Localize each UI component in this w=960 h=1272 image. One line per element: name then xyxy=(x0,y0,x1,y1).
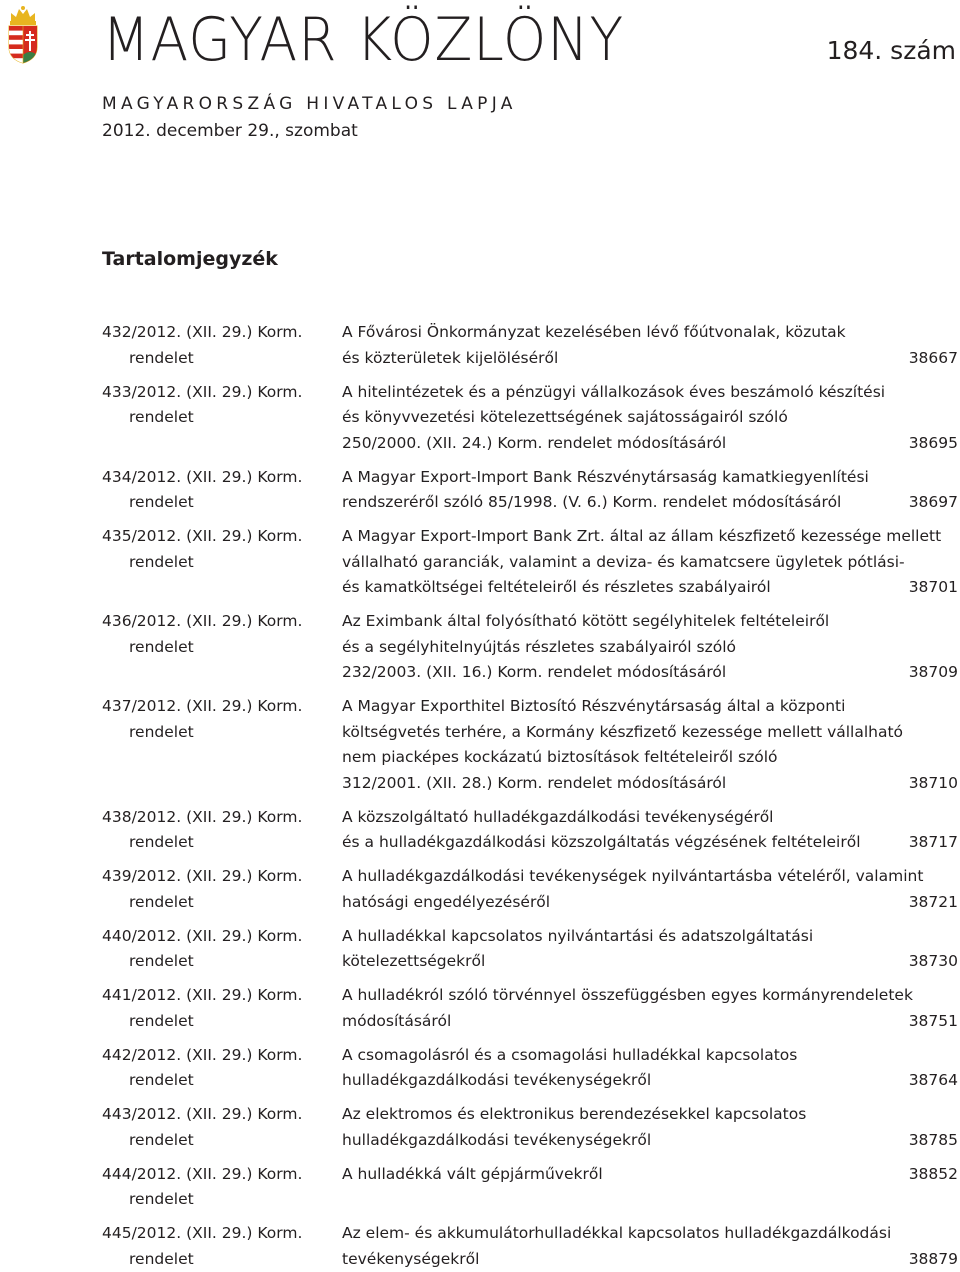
toc-entry-title-line: 312/2001. (XII. 28.) Korm. rendelet módosításáról xyxy=(342,771,958,797)
toc-entry[interactable] xyxy=(102,320,958,371)
page-number: 38697 xyxy=(909,490,958,516)
toc-entry-title xyxy=(342,1102,958,1153)
toc-entry-title-line: és a segélyhitelnyújtás részletes szabályairól szóló xyxy=(342,635,958,661)
newspaper-subtitle: MAGYARORSZÁG HIVATALOS LAPJA xyxy=(102,93,517,115)
page-number: 38701 xyxy=(909,575,958,601)
toc-entry-title-line: A Magyar Export-Import Bank Zrt. által az állam készfizető kezessége mellett xyxy=(342,524,958,550)
toc-entry[interactable] xyxy=(102,983,958,1034)
page-number: 38751 xyxy=(909,1009,958,1035)
toc-entry-title-line: módosításáról xyxy=(342,1009,958,1035)
regulation-kind: rendelet xyxy=(102,490,302,516)
toc-entry-title-line: tevékenységekről xyxy=(342,1247,958,1272)
toc-entry-number xyxy=(102,1043,302,1094)
regulation-kind: rendelet xyxy=(102,949,302,975)
toc-entry-title-line: A hulladékgazdálkodási tevékenységek nyilvántartásba vételéről, valamint xyxy=(342,864,958,890)
toc-entry-number xyxy=(102,1162,302,1213)
toc-entry-title-line: A közszolgáltató hulladékgazdálkodási tevékenységéről xyxy=(342,805,958,831)
regulation-kind: rendelet xyxy=(102,1187,302,1213)
toc-entry-title-line: és a hulladékgazdálkodási közszolgáltatás végzésének feltételeiről xyxy=(342,830,958,856)
toc-entry-number xyxy=(102,380,302,431)
toc-entry-title xyxy=(342,320,958,371)
toc-entry-title-line: hulladékgazdálkodási tevékenységekről xyxy=(342,1128,958,1154)
page-number: 38764 xyxy=(909,1068,958,1094)
page-number: 38695 xyxy=(909,431,958,457)
toc-entry-title-line: A hulladékról szóló törvénnyel összefüggésben egyes kormányrendeletek xyxy=(342,983,958,1009)
toc-entry-title xyxy=(342,805,958,856)
toc-entry-title-line: A hulladékkal kapcsolatos nyilvántartási és adatszolgáltatási xyxy=(342,924,958,950)
toc-entry-number xyxy=(102,465,302,516)
regulation-kind: rendelet xyxy=(102,1128,302,1154)
toc-entry[interactable] xyxy=(102,524,958,601)
regulation-kind: rendelet xyxy=(102,1009,302,1035)
page-number: 38667 xyxy=(909,346,958,372)
toc-entry[interactable] xyxy=(102,609,958,686)
regulation-kind: rendelet xyxy=(102,346,302,372)
regulation-kind: rendelet xyxy=(102,405,302,431)
regulation-number: 437/2012. (XII. 29.) Korm. xyxy=(102,694,302,720)
toc-entry[interactable] xyxy=(102,380,958,457)
toc-entry-title xyxy=(342,983,958,1034)
toc-entry-title-line: kötelezettségekről xyxy=(342,949,958,975)
page-number: 38852 xyxy=(909,1162,958,1188)
regulation-kind: rendelet xyxy=(102,1247,302,1272)
publication-date: 2012. december 29., szombat xyxy=(102,120,358,142)
toc-entry[interactable] xyxy=(102,465,958,516)
toc-entry-title xyxy=(342,380,958,457)
regulation-kind: rendelet xyxy=(102,830,302,856)
regulation-kind: rendelet xyxy=(102,635,302,661)
toc-entry-title-line: és kamatköltségei feltételeiről és részletes szabályairól xyxy=(342,575,958,601)
newspaper-title: MAGYAR KÖZLÖNY xyxy=(102,2,624,78)
regulation-number: 443/2012. (XII. 29.) Korm. xyxy=(102,1102,302,1128)
toc-entry[interactable] xyxy=(102,1043,958,1094)
toc-entry-title-line: A csomagolásról és a csomagolási hulladékkal kapcsolatos xyxy=(342,1043,958,1069)
regulation-number: 444/2012. (XII. 29.) Korm. xyxy=(102,1162,302,1188)
page-number: 38710 xyxy=(909,771,958,797)
regulation-kind: rendelet xyxy=(102,890,302,916)
toc-entry-title-line: A Magyar Export-Import Bank Részvénytársaság kamatkiegyenlítési xyxy=(342,465,958,491)
regulation-number: 438/2012. (XII. 29.) Korm. xyxy=(102,805,302,831)
toc-entry-title xyxy=(342,924,958,975)
toc-entry[interactable] xyxy=(102,805,958,856)
toc-entry[interactable] xyxy=(102,1221,958,1272)
toc-entry-title-line: és könyvvezetési kötelezettségének sajátosságairól szóló xyxy=(342,405,958,431)
toc-entry[interactable] xyxy=(102,1162,958,1213)
toc-entry-title-line: rendszeréről szóló 85/1998. (V. 6.) Korm. rendelet módosításáról xyxy=(342,490,958,516)
toc-entry-title-line: hulladékgazdálkodási tevékenységekről xyxy=(342,1068,958,1094)
issue-number: 184. szám xyxy=(827,34,956,68)
regulation-kind: rendelet xyxy=(102,550,302,576)
page-number: 38785 xyxy=(909,1128,958,1154)
regulation-number: 435/2012. (XII. 29.) Korm. xyxy=(102,524,302,550)
toc-entry[interactable] xyxy=(102,924,958,975)
toc-entry-number xyxy=(102,924,302,975)
regulation-number: 433/2012. (XII. 29.) Korm. xyxy=(102,380,302,406)
regulation-number: 432/2012. (XII. 29.) Korm. xyxy=(102,320,302,346)
toc-entry-number xyxy=(102,320,302,371)
regulation-number: 445/2012. (XII. 29.) Korm. xyxy=(102,1221,302,1247)
regulation-number: 436/2012. (XII. 29.) Korm. xyxy=(102,609,302,635)
page-number: 38709 xyxy=(909,660,958,686)
page-number: 38879 xyxy=(909,1247,958,1272)
toc-entry-number xyxy=(102,1221,302,1272)
toc-entry-title-line: hatósági engedélyezéséről xyxy=(342,890,958,916)
toc-entry-title-line: A hitelintézetek és a pénzügyi vállalkozások éves beszámoló készítési xyxy=(342,380,958,406)
regulation-number: 439/2012. (XII. 29.) Korm. xyxy=(102,864,302,890)
page-number: 38717 xyxy=(909,830,958,856)
regulation-number: 434/2012. (XII. 29.) Korm. xyxy=(102,465,302,491)
toc-entry-title xyxy=(342,1221,958,1272)
toc-entry-title-line: költségvetés terhére, a Kormány készfizető kezessége mellett vállalható xyxy=(342,720,958,746)
toc-entry-number xyxy=(102,864,302,915)
toc-heading: Tartalomjegyzék xyxy=(102,246,278,272)
toc-entry-title xyxy=(342,1162,958,1213)
toc-entry-title-line: A Magyar Exporthitel Biztosító Részvénytársaság által a központi xyxy=(342,694,958,720)
toc-entry-title xyxy=(342,694,958,796)
coat-of-arms-icon xyxy=(5,5,41,65)
toc-entry[interactable] xyxy=(102,864,958,915)
toc-entry[interactable] xyxy=(102,1102,958,1153)
toc-entry-title-line: vállalható garanciák, valamint a deviza- és kamatcsere ügyletek pótlási- xyxy=(342,550,958,576)
regulation-kind: rendelet xyxy=(102,1068,302,1094)
toc-entry-title-line: A Fővárosi Önkormányzat kezelésében lévő főútvonalak, közutak xyxy=(342,320,958,346)
toc-entry-title-line: és közterületek kijelöléséről xyxy=(342,346,958,372)
toc-entry-number xyxy=(102,805,302,856)
toc-entry[interactable] xyxy=(102,694,958,796)
toc-entry-title-line: 232/2003. (XII. 16.) Korm. rendelet módosításáról xyxy=(342,660,958,686)
toc-entry-title-line: nem piacképes kockázatú biztosítások feltételeiről szóló xyxy=(342,745,958,771)
toc-entry-title-line: Az Eximbank által folyósítható kötött segélyhitelek feltételeiről xyxy=(342,609,958,635)
toc-entry-title xyxy=(342,864,958,915)
toc-entry-title-line: Az elektromos és elektronikus berendezésekkel kapcsolatos xyxy=(342,1102,958,1128)
regulation-kind: rendelet xyxy=(102,720,302,746)
toc-entry-title-line: 250/2000. (XII. 24.) Korm. rendelet módosításáról xyxy=(342,431,958,457)
toc-entry-number xyxy=(102,694,302,745)
toc-entry-number xyxy=(102,609,302,660)
regulation-number: 442/2012. (XII. 29.) Korm. xyxy=(102,1043,302,1069)
regulation-number: 440/2012. (XII. 29.) Korm. xyxy=(102,924,302,950)
regulation-number: 441/2012. (XII. 29.) Korm. xyxy=(102,983,302,1009)
toc-entry-title xyxy=(342,1043,958,1094)
toc-entry-title xyxy=(342,524,958,601)
toc-entry-title-line: A hulladékká vált gépjárművekről xyxy=(342,1162,958,1188)
toc-entry-title xyxy=(342,609,958,686)
toc-entry-number xyxy=(102,983,302,1034)
toc-entry-number xyxy=(102,1102,302,1153)
toc-entry-number xyxy=(102,524,302,575)
page-number: 38730 xyxy=(909,949,958,975)
page-number: 38721 xyxy=(909,890,958,916)
toc-entry-title-line: Az elem- és akkumulátorhulladékkal kapcsolatos hulladékgazdálkodási xyxy=(342,1221,958,1247)
toc-entry-title xyxy=(342,465,958,516)
